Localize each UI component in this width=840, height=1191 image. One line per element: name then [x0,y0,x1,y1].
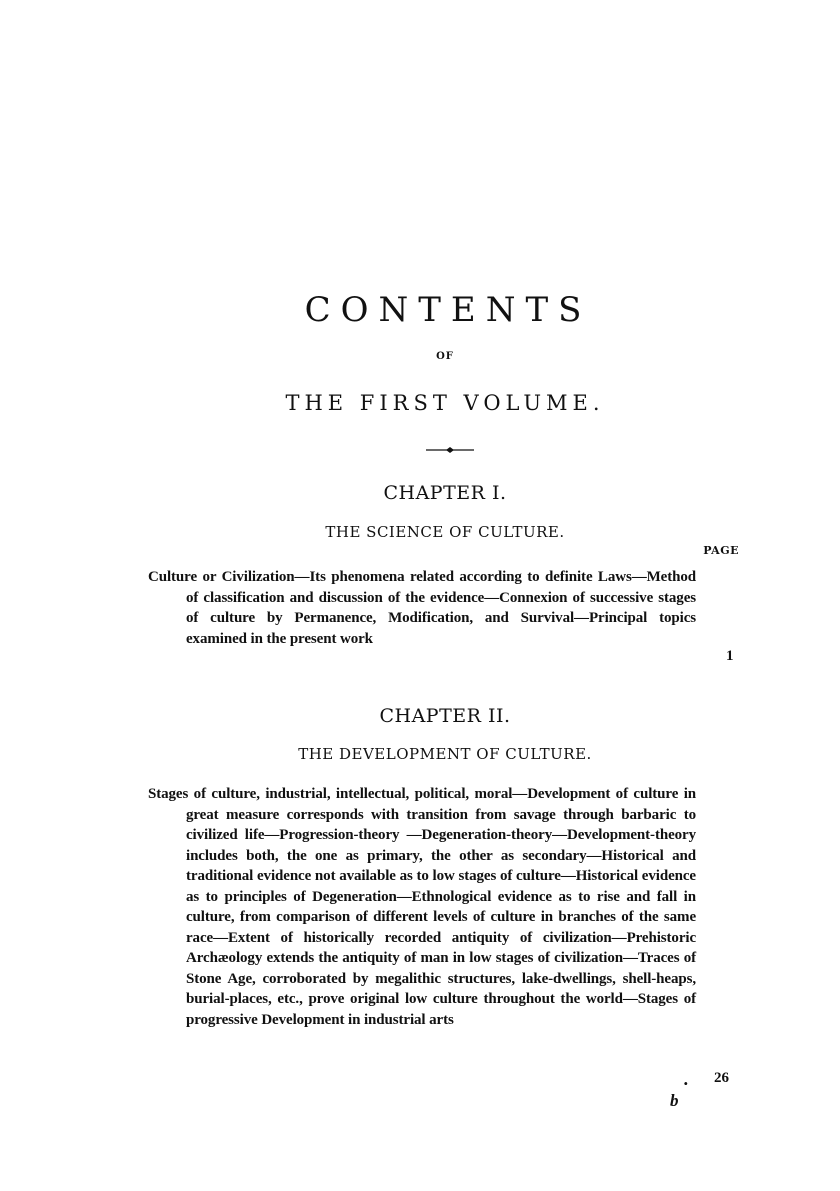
chapter-1-heading: CHAPTER I. [383,482,507,504]
chapter-2-leader: . [683,1070,689,1089]
chapter-2-summary: Stages of culture, industrial, intellectual, political, moral—Development of culture in great measure corresponds with transition from savage through barbaric to civilized life—Progression-theory —Degeneration-theory—Development-theory includes both, the one as primary, the other as secondary—Historical and traditional evidence not available as to low stages of culture—Historical evidence as to principles of Degeneration—Ethnological evidence as to rise and fall in culture, from comparison of different levels of culture in branches of the same race—Extent of historically recorded antiquity of civilization—Prehistoric Archæology extends the antiquity of man in low stages of civilization—Traces of Stone Age, corroborated by megalithic structures, lake-dwellings, shell-heaps, burial-places, etc., prove original low culture throughout the world—Stages of progressive Development in industrial arts [148,786,696,1028]
volume-title: THE FIRST VOLUME. [285,391,605,415]
ornament-divider-icon [426,447,474,453]
chapter-1-page-number: 1 [726,648,734,664]
chapter-1-subject: THE SCIENCE OF CULTURE. [325,523,565,541]
page-column-label: PAGE [703,544,739,557]
page-title: CONTENTS [304,290,592,330]
signature-mark: b [670,1091,679,1110]
chapter-1-summary: Culture or Civilization—Its phenomena related according to definite Laws—Method of classification and discussion of the evidence—Connexion of successive stages of culture by Permanence, Modification, and Survival—Principal topics examined in the present work [148,569,696,647]
chapter-2-heading: CHAPTER II. [379,705,511,727]
chapter-2-subject: THE DEVELOPMENT OF CULTURE. [298,745,592,763]
chapter-2-page-number: 26 [714,1070,729,1086]
title-of: OF [436,351,454,362]
